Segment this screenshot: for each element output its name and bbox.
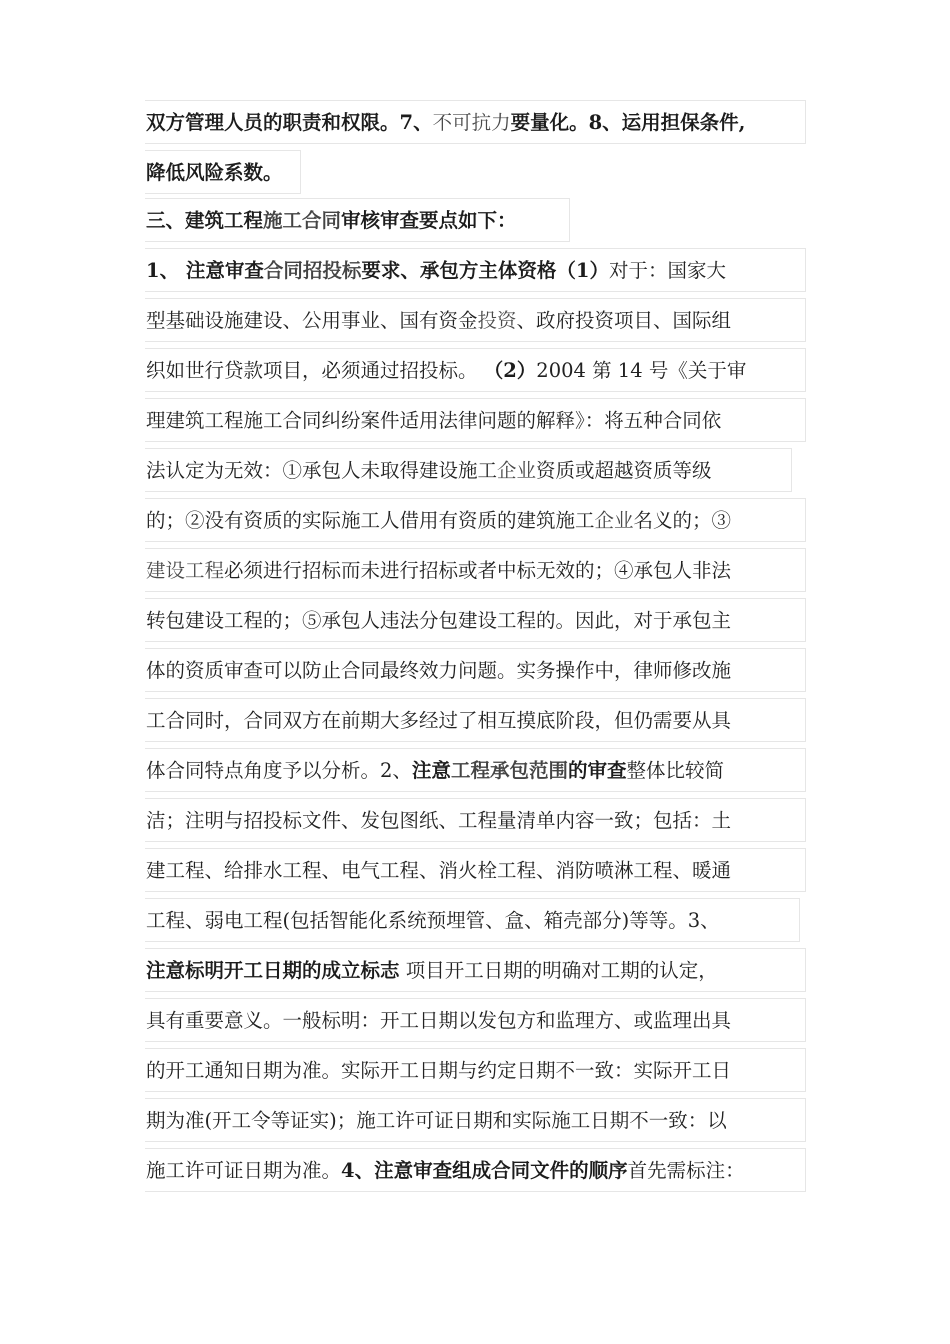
text-line (145, 848, 806, 892)
text-line (145, 348, 806, 392)
text-run: 资质或超越资质等级 (536, 459, 712, 482)
text-run: 具有重要意义。一般标明：开工日期以发包方和监理方、或监理出具 (146, 1009, 732, 1032)
text-line (145, 548, 806, 592)
text-run: 、政府投资项目、国际组 (516, 309, 732, 332)
text-run: 工程承包范围 (450, 759, 568, 782)
text-line (145, 198, 570, 242)
text-line (145, 498, 806, 542)
text-line (145, 798, 806, 842)
text-run: 三、建筑工程 (146, 209, 264, 232)
text-run: 洁；注明与招投标文件、发包图纸、工程量清单内容一致；包括：土 (146, 809, 732, 832)
text-run: 体的资质审查可以防止合同最终效力问题。实务操作中，律师修改施 (146, 659, 732, 682)
text-run: 4、注意审查组成合同文件的顺序 (341, 1159, 628, 1182)
text-line (145, 698, 806, 742)
text-line (145, 598, 806, 642)
text-run: 首先需标注： (627, 1159, 745, 1182)
text-run: 项目开工日期的明确对工期的认定， (399, 959, 718, 982)
text-line (145, 150, 301, 194)
text-run: 企业 (594, 509, 634, 532)
text-run: 降低风险系数。 (146, 161, 283, 184)
text-line (145, 398, 806, 442)
text-run: 法认定为无效：①承包人未取得建设施工 (146, 459, 498, 482)
text-run: 投资 (477, 309, 517, 332)
text-line (145, 298, 806, 342)
text-run: 2004 第 14 号《关于审 (536, 359, 747, 382)
text-line (145, 998, 806, 1042)
text-run: 建工程、给排水工程、电气工程、消火栓工程、消防喷淋工程、暖通 (146, 859, 732, 882)
text-run: 织如世行贷款项目，必须通过招投标。 (146, 359, 484, 382)
text-line (145, 1048, 806, 1092)
text-line (145, 748, 806, 792)
text-run: 合同招投标 (263, 259, 362, 282)
text-run: 必须进行招标而未进行招标或者中标无效的；④承包人非法 (224, 559, 732, 582)
text-run: 注意标明开工日期的成立标志 (146, 959, 400, 982)
text-run: 要量化。8、运用担保条件, (510, 111, 746, 134)
text-run: （2） (483, 359, 537, 382)
text-run: 双方管理人员的职责和权限。7、 (146, 111, 433, 134)
text-run: 注意 (411, 759, 451, 782)
text-run: 施工合同 (263, 209, 342, 232)
text-run: 施工许可证日期为准。 (146, 1159, 342, 1182)
text-run: 建设工程 (146, 559, 225, 582)
text-run: 审核审查要点如下： (341, 209, 517, 232)
text-run: 的；②没有资质的实际施工人借用有资质的建筑施工 (146, 509, 595, 532)
text-run: 1、 注意审查 (146, 259, 264, 282)
text-run: 对于：国家大 (608, 259, 726, 282)
text-run: 期为准(开工令等证实)；施工许可证日期和实际施工日期不一致：以 (146, 1109, 727, 1132)
text-run: 企业 (497, 459, 537, 482)
text-line (145, 948, 806, 992)
text-run: 理建筑工程施工合同纠纷案件适用法律问题的解释》：将五种合同依 (146, 409, 722, 432)
text-line (145, 448, 792, 492)
text-run: 转包建设工程的；⑤承包人违法分包建设工程的。因此，对于承包主 (146, 609, 732, 632)
text-run: 要求、承包方主体资格（1） (361, 259, 609, 282)
text-run: 工合同时，合同双方在前期大多经过了相互摸底阶段，但仍需要从具 (146, 709, 732, 732)
text-run: 的开工通知日期为准。实际开工日期与约定日期不一致：实际开工日 (146, 1059, 732, 1082)
text-line (145, 248, 806, 292)
text-run: 整体比较简 (626, 759, 724, 782)
text-line (145, 898, 800, 942)
text-run: 体合同特点角度予以分析。2、 (146, 759, 412, 782)
text-run: 工程、弱电工程(包括智能化系统预埋管、盒、箱壳部分)等等。3、 (146, 909, 720, 932)
text-line (145, 1098, 806, 1142)
text-run: 名义的；③ (633, 509, 732, 532)
text-run: 不可抗力 (432, 111, 511, 134)
text-line (145, 648, 806, 692)
text-line (145, 1148, 806, 1192)
text-run: 型基础设施建设、公用事业、国有资金 (146, 309, 478, 332)
text-run: 的审查 (567, 759, 627, 782)
text-line (145, 100, 806, 144)
